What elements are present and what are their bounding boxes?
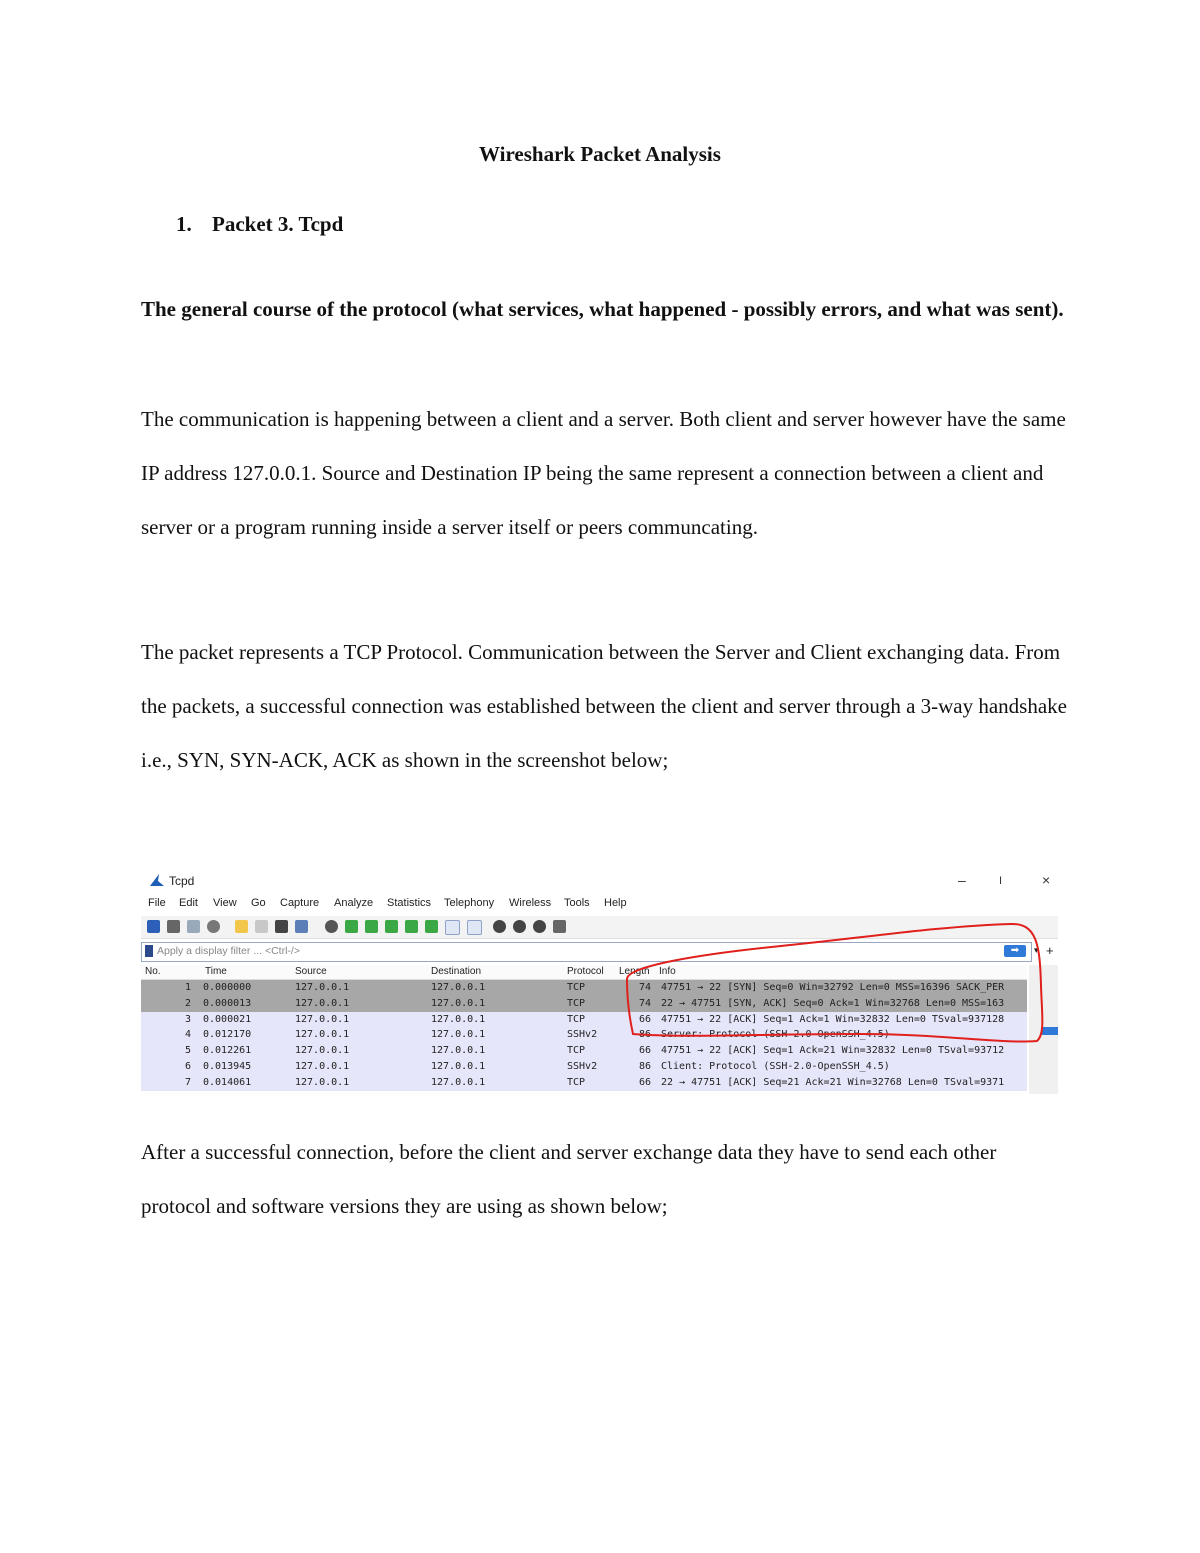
- packet-dst: 127.0.0.1: [431, 1045, 486, 1057]
- minimize-button[interactable]: –: [958, 872, 966, 888]
- packet-src: 127.0.0.1: [295, 997, 350, 1009]
- packet-no: 4: [184, 1029, 191, 1041]
- filter-dropdown-icon[interactable]: ▾: [1034, 945, 1039, 955]
- packet-len: 86: [639, 1029, 652, 1041]
- packet-info: 47751 → 22 [ACK] Seq=1 Ack=1 Win=32832 Len=0 TSval=937128: [661, 1013, 1005, 1025]
- col-destination[interactable]: Destination: [431, 966, 482, 977]
- packet-dst: 127.0.0.1: [431, 1076, 486, 1088]
- packet-info: 47751 → 22 [ACK] Seq=1 Ack=21 Win=32832 Len=0 TSval=93712: [661, 1045, 1005, 1057]
- packet-len: 86: [639, 1060, 652, 1072]
- packet-dst: 127.0.0.1: [431, 1029, 486, 1041]
- packet-time: 0.012261: [203, 1045, 252, 1057]
- packet-time: 0.000021: [203, 1013, 252, 1025]
- section-heading: [176, 212, 343, 237]
- packet-info: Client: Protocol (SSH-2.0-OpenSSH_4.5): [661, 1060, 890, 1072]
- packet-dst: 127.0.0.1: [431, 982, 486, 993]
- packet-src: 127.0.0.1: [295, 1076, 350, 1088]
- packet-src: 127.0.0.1: [295, 1060, 350, 1072]
- menu-telephony[interactable]: Telephony: [444, 897, 495, 909]
- packet-proto: TCP: [567, 1045, 586, 1057]
- packet-dst: 127.0.0.1: [431, 997, 486, 1009]
- handshake-annotation: [141, 866, 1058, 1094]
- packet-src: 127.0.0.1: [295, 1029, 350, 1041]
- menu-statistics[interactable]: Statistics: [387, 897, 432, 909]
- filter-placeholder: Apply a display filter ... <Ctrl-/>: [157, 945, 300, 957]
- document-title: Wireshark Packet Analysis: [479, 142, 721, 166]
- packet-dst: 127.0.0.1: [431, 1060, 486, 1072]
- packet-time: 0.013945: [203, 1060, 252, 1072]
- packet-no: 3: [184, 1013, 191, 1025]
- packet-proto: TCP: [567, 1013, 586, 1025]
- menu-help[interactable]: Help: [604, 897, 627, 909]
- packet-info: 47751 → 22 [SYN] Seq=0 Win=32792 Len=0 MSS=16396 SACK_PER: [661, 982, 1005, 993]
- packet-src: 127.0.0.1: [295, 1045, 350, 1057]
- paragraph-2: The packet represents a TCP Protocol. Communication between the Server and Client exchanging data. From the packets, a successful connection was established between the client and server through a 3-way handshake i.e., SYN, SYN-ACK, ACK as shown in the screenshot below;: [141, 640, 1067, 772]
- close-button[interactable]: ×: [1042, 872, 1051, 888]
- packet-no: 1: [184, 982, 191, 993]
- packet-proto: TCP: [567, 1076, 586, 1088]
- packet-no: 7: [184, 1076, 191, 1088]
- window-title: Tcpd: [169, 874, 195, 888]
- menu-tools[interactable]: Tools: [564, 897, 590, 909]
- packet-src: 127.0.0.1: [295, 1013, 350, 1025]
- col-time[interactable]: Time: [205, 966, 227, 977]
- packet-time: 0.000000: [203, 982, 252, 993]
- packet-len: 66: [639, 1076, 652, 1088]
- packet-src: 127.0.0.1: [295, 982, 350, 993]
- packet-info: 22 → 47751 [ACK] Seq=21 Ack=21 Win=32768 Len=0 TSval=9371: [661, 1076, 1005, 1088]
- menu-analyze[interactable]: Analyze: [334, 897, 374, 909]
- section-number: 1.: [176, 212, 192, 236]
- packet-no: 5: [184, 1045, 191, 1057]
- menu-view[interactable]: View: [213, 897, 237, 909]
- packet-info: 22 → 47751 [SYN, ACK] Seq=0 Ack=1 Win=32768 Len=0 MSS=163: [661, 997, 1005, 1009]
- paragraph-1: The communication is happening between a client and a server. Both client and server however have the same IP address 127.0.0.1. Source and Destination IP being the same represent a connection between a client and server or a program running inside a server itself or peers communcating.: [141, 407, 1066, 539]
- packet-time: 0.014061: [203, 1076, 252, 1088]
- col-protocol[interactable]: Protocol: [567, 966, 604, 977]
- wireshark-screenshot: [141, 866, 1058, 1094]
- packet-proto: SSHv2: [567, 1029, 598, 1041]
- add-filter-button[interactable]: +: [1046, 943, 1054, 958]
- menu-capture[interactable]: Capture: [280, 897, 320, 909]
- packet-len: 74: [639, 982, 652, 993]
- section-label: Packet 3. Tcpd: [212, 212, 344, 236]
- packet-time: 0.012170: [203, 1029, 252, 1041]
- packet-dst: 127.0.0.1: [431, 1013, 486, 1025]
- packet-no: 2: [184, 997, 191, 1009]
- packet-proto: SSHv2: [567, 1060, 598, 1072]
- packet-time: 0.000013: [203, 997, 252, 1009]
- packet-len: 66: [639, 1045, 652, 1057]
- packet-len: 66: [639, 1013, 652, 1025]
- packet-no: 6: [184, 1060, 191, 1072]
- col-info[interactable]: Info: [659, 966, 676, 977]
- packet-proto: TCP: [567, 982, 586, 993]
- col-length[interactable]: Length: [619, 966, 650, 977]
- col-source[interactable]: Source: [295, 966, 327, 977]
- col-no[interactable]: No.: [145, 966, 161, 977]
- packet-proto: TCP: [567, 997, 586, 1009]
- menu-wireless[interactable]: Wireless: [509, 897, 552, 909]
- menu-go[interactable]: Go: [251, 897, 266, 909]
- apply-filter-arrow-icon[interactable]: ➡: [1004, 945, 1026, 957]
- packet-info: Server: Protocol (SSH-2.0-OpenSSH_4.5): [661, 1029, 890, 1041]
- question-heading: The general course of the protocol (what services, what happened - possibly errors, and what was sent).: [141, 297, 1064, 321]
- menu-file[interactable]: File: [148, 897, 166, 909]
- maximize-button[interactable]: I: [999, 875, 1003, 887]
- paragraph-3: After a successful connection, before the client and server exchange data they have to send each other protocol and software versions they are using as shown below;: [141, 1140, 997, 1218]
- menu-edit[interactable]: Edit: [179, 897, 198, 909]
- packet-len: 74: [639, 997, 652, 1009]
